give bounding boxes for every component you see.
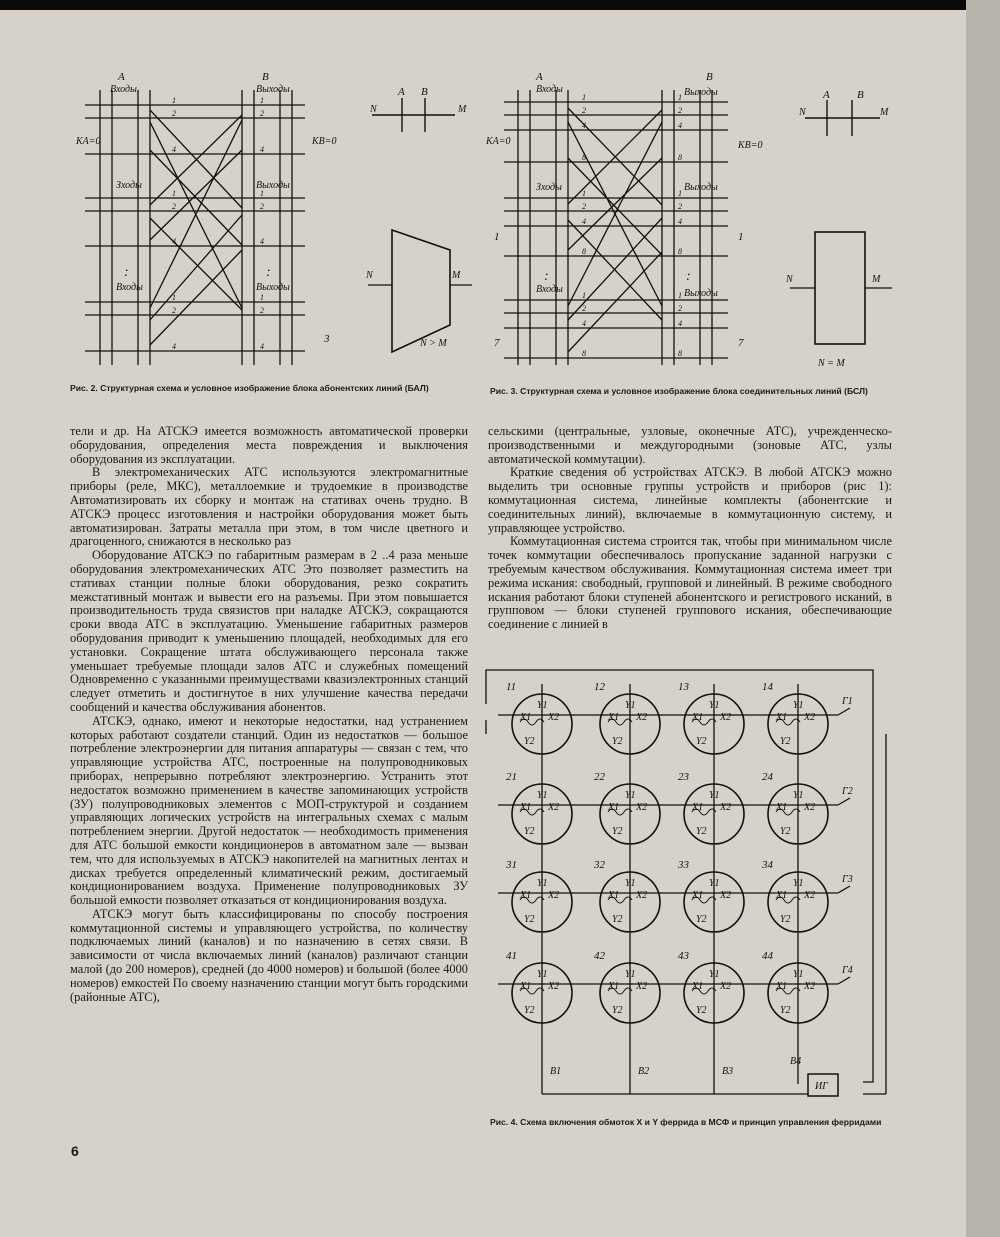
fig2-inputs-bottom: Входы [116, 282, 143, 293]
cell-22-y1: Y1 [625, 790, 636, 801]
fig2-num-4c: 4 [172, 342, 176, 351]
fig2-rnum-2c: 2 [260, 306, 264, 315]
cell-44-x2: X2 [804, 981, 816, 992]
cell-number-24: 24 [762, 771, 773, 783]
fig2-rnum-4c: 4 [260, 342, 264, 351]
fig3-num-2b: 2 [582, 202, 586, 211]
fig3-num-8b: 8 [582, 247, 586, 256]
fig4-b4: В4 [790, 1056, 802, 1067]
fig4-g4: Г4 [842, 965, 853, 976]
fig2-rnum-1a: 1 [260, 96, 264, 105]
cell-12-y1: Y1 [625, 700, 636, 711]
figure-2-diagram [76, 70, 480, 380]
fig2-num-1a: 1 [172, 96, 176, 105]
fig2-num-2c: 2 [172, 306, 176, 315]
fig4-b2: В2 [638, 1066, 650, 1077]
fig3-rnum-4c: 4 [678, 319, 682, 328]
fig3-rnum-1c: 1 [678, 291, 682, 300]
cell-13-y2: Y2 [696, 736, 707, 747]
cell-number-31: 31 [506, 859, 517, 871]
cell-number-12: 12 [594, 681, 605, 693]
fig3-sym-a: А [823, 89, 830, 101]
fig4-cell-group [505, 681, 828, 1023]
fig4-g2: Г2 [842, 786, 853, 797]
fig2-kb: KB=0 [312, 136, 337, 147]
cell-number-21: 21 [506, 771, 517, 783]
fig2-sym-m: M [458, 104, 467, 115]
fig3-kb: KB=0 [738, 140, 763, 151]
cell-32-y2: Y2 [612, 914, 623, 925]
cell-21-y2: Y2 [524, 826, 535, 837]
cell-43-y2: Y2 [696, 1005, 707, 1016]
cell-21-x2: X2 [548, 802, 560, 813]
fig3-inputs-bottom: Входы [536, 284, 563, 295]
cell-number-14: 14 [762, 681, 773, 693]
fig3-num-2a: 2 [582, 106, 586, 115]
fig3-block-7-left: 7 [494, 337, 500, 349]
cell-33-x1: X1 [692, 890, 704, 901]
fig2-dots-right: : [266, 265, 271, 280]
cell-14-x1: X1 [776, 712, 788, 723]
cell-number-41: 41 [506, 950, 517, 962]
fig2-label-a: А [118, 71, 125, 83]
right-paragraph-1: сельскими (центральные, узловые, оконечные АТС), учрежденческо-производственными и междугородными (зоновые АТС, узлы автоматической коммутации). [488, 424, 892, 466]
cell-42-y2: Y2 [612, 1005, 623, 1016]
left-paragraph-3: Оборудование АТСКЭ по габаритным размерам в 2 ..4 раза меньше оборудования электромеханических АТС Это позволяет разместить на стативах станции полные блоки оборудования, резко сократить межстативный монтаж и вывести его на разъемы. При этом повышается производительность труда связистов при наладке АТСКЭ, сокращаются сроки ввода АТС в эксплуатацию. Уменьшение габаритных размеров оборудования приводит к уменьшению площадей, необходимых для его установки. Сокращение штата обслуживающего персонала также уменьшает требуемые площади залов АТС и служебных помещений Одновременно с указанными преимуществами квазиэлектронных станций следует отметить и достигнутое в них улучшение качества передачи сообщений и качества обслуживания абонентов. [70, 548, 468, 714]
cell-33-y2: Y2 [696, 914, 707, 925]
fig3-rect-m: M [872, 274, 881, 285]
cell-44-x1: X1 [776, 981, 788, 992]
fig2-rnum-2b: 2 [260, 202, 264, 211]
fig2-num-2a: 2 [172, 109, 176, 118]
fig3-rnum-4b: 4 [678, 217, 682, 226]
cell-23-y1: Y1 [709, 790, 720, 801]
fig3-sym-b: В [857, 89, 864, 101]
cell-number-32: 32 [594, 859, 605, 871]
cell-24-x2: X2 [804, 802, 816, 813]
cell-33-y1: Y1 [709, 878, 720, 889]
fig3-rnum-4a: 4 [678, 121, 682, 130]
cell-number-33: 33 [678, 859, 689, 871]
fig3-sym-m: M [880, 107, 889, 118]
fig3-outputs-top: Выходы [684, 87, 718, 98]
fig2-ka: KA=0 [76, 136, 101, 147]
fig2-sym-a: А [398, 86, 405, 98]
fig2-rnum-4b: 4 [260, 237, 264, 246]
cell-23-y2: Y2 [696, 826, 707, 837]
fig3-rnum-1b: 1 [678, 189, 682, 198]
cell-32-x2: X2 [636, 890, 648, 901]
fig3-outputs-bottom: Выходы [684, 288, 718, 299]
fig3-num-4a: 4 [582, 121, 586, 130]
fig3-num-2c: 2 [582, 304, 586, 313]
cell-44-y1: Y1 [793, 969, 804, 980]
cell-number-34: 34 [762, 859, 773, 871]
cell-31-y1: Y1 [537, 878, 548, 889]
cell-34-y2: Y2 [780, 914, 791, 925]
fig4-g1: Г1 [842, 696, 853, 707]
cell-31-y2: Y2 [524, 914, 535, 925]
cell-11-x2: X2 [548, 712, 560, 723]
cell-34-x2: X2 [804, 890, 816, 901]
left-paragraph-4: АТСКЭ, однако, имеют и некоторые недостатки, над устранением которых работают создатели станций. Один из недостатков — большое потребление электроэнергии для питания аппаратуры — связан с тем, что управляющие устройства АТС, построенные на полупроводниковых приборах, непрерывно потребляют электроэнергию. Устранить этот недостаток возможно применением в качестве запоминающих устройств (ЗУ) полупроводниковых элементов с МОП-структурой и созданием управляющих логических устройств на интегральных схемах с малым потреблением энергии. Другой недостаток — необходимость применения для АТС большой емкости кондиционеров в автоматном зале — вызван тем, что для используемых в АТСКЭ накопителей на магнитных лентах и дисках требуется определенный климатический режим, достигаемый кондиционированием воздуха. Применение полупроводниковых ЗУ большой емкости позволяет отказаться от кондиционирования воздуха. [70, 713, 468, 908]
fig3-num-8a: 8 [582, 153, 586, 162]
cell-11-y1: Y1 [537, 700, 548, 711]
left-paragraph-1: тели и др. На АТСКЭ имеется возможность автоматической проверки оборудования, определения места повреждения и выключения оборудования из эксплуатации. [70, 424, 468, 466]
cell-23-x1: X1 [692, 802, 704, 813]
cell-23-x2: X2 [720, 802, 732, 813]
fig2-sym-n: N [370, 104, 377, 115]
figure-3-caption: Рис. 3. Структурная схема и условное изображение блока соединительных линий (БСЛ) [490, 386, 868, 396]
cell-14-x2: X2 [804, 712, 816, 723]
fig4-ig: ИГ [815, 1081, 828, 1092]
fig3-num-8c: 8 [582, 349, 586, 358]
fig2-sym-b: В [421, 86, 428, 98]
left-text-column [70, 425, 468, 1004]
cell-33-x2: X2 [720, 890, 732, 901]
figure-4-diagram [478, 664, 898, 1112]
cell-number-13: 13 [678, 681, 689, 693]
cell-43-y1: Y1 [709, 969, 720, 980]
fig2-num-4a: 4 [172, 145, 176, 154]
fig2-inputs-top: Входы [110, 84, 137, 95]
cell-43-x1: X1 [692, 981, 704, 992]
cell-31-x2: X2 [548, 890, 560, 901]
cell-number-23: 23 [678, 771, 689, 783]
fig3-rnum-2a: 2 [678, 106, 682, 115]
fig2-num-2b: 2 [172, 202, 176, 211]
fig3-label-a: А [536, 71, 543, 83]
cell-41-x2: X2 [548, 981, 560, 992]
cell-11-x1: X1 [520, 712, 532, 723]
figure-2-caption: Рис. 2. Структурная схема и условное изображение блока абонентских линий (БАЛ) [70, 383, 429, 393]
fig3-rnum-8a: 8 [678, 153, 682, 162]
scan-top-edge [0, 0, 1000, 10]
cell-number-22: 22 [594, 771, 605, 783]
cell-13-x2: X2 [720, 712, 732, 723]
cell-41-x1: X1 [520, 981, 532, 992]
fig3-num-4c: 4 [582, 319, 586, 328]
fig3-sym-n: N [799, 107, 806, 118]
cell-24-x1: X1 [776, 802, 788, 813]
cell-34-y1: Y1 [793, 878, 804, 889]
cell-11-y2: Y2 [524, 736, 535, 747]
fig2-num-4b: 4 [172, 237, 176, 246]
fig3-num-1c: 1 [582, 291, 586, 300]
fig3-dots-right: : [686, 269, 691, 284]
fig2-outputs-bottom: Выходы [256, 282, 290, 293]
fig3-block-7-right: 7 [738, 337, 744, 349]
fig3-rnum-8c: 8 [678, 349, 682, 358]
fig3-num-1b: 1 [582, 189, 586, 198]
cell-21-x1: X1 [520, 802, 532, 813]
fig2-dots-left: : [124, 265, 129, 280]
cell-44-y2: Y2 [780, 1005, 791, 1016]
figure-4-caption: Рис. 4. Схема включения обмоток X и Y феррида в МСФ и принцип управления ферридами [490, 1117, 882, 1127]
cell-24-y1: Y1 [793, 790, 804, 801]
fig4-g3: Г3 [842, 874, 853, 885]
cell-12-y2: Y2 [612, 736, 623, 747]
fig3-rect-n: N [786, 274, 793, 285]
left-paragraph-5: АТСКЭ могут быть классифицированы по способу построения коммутационной системы и управляющего устройства, по количеству подключаемых линий (каналов) и по назначению в сетях связи. В зависимости от числа включаемых линий (каналов) различают станции малой (до 200 номеров), средней (до 4000 номеров) и большой (более 4000 номеров) емкостей По своему назначению станции могут быть городскими (районные АТС), [70, 906, 468, 1004]
fig2-rnum-1b: 1 [260, 189, 264, 198]
fig3-rnum-2b: 2 [678, 202, 682, 211]
cell-number-42: 42 [594, 950, 605, 962]
fig3-num-4b: 4 [582, 217, 586, 226]
figure-3-diagram [486, 70, 910, 380]
cell-31-x1: X1 [520, 890, 532, 901]
fig2-trap-n: N [366, 270, 373, 281]
fig2-block-num: 3 [324, 333, 330, 345]
fig2-num-1c: 1 [172, 293, 176, 302]
cell-22-x2: X2 [636, 802, 648, 813]
fig3-num-1a: 1 [582, 93, 586, 102]
cell-22-x1: X1 [608, 802, 620, 813]
fig2-outputs-top: Выходы [256, 84, 290, 95]
fig3-label-b: В [706, 71, 713, 83]
fig3-inputs-mid: Зходы [536, 182, 562, 193]
scan-right-edge [966, 0, 1000, 1237]
cell-43-x2: X2 [720, 981, 732, 992]
fig3-ka: KA=0 [486, 136, 511, 147]
cell-14-y2: Y2 [780, 736, 791, 747]
cell-32-y1: Y1 [625, 878, 636, 889]
cell-13-y1: Y1 [709, 700, 720, 711]
cell-12-x2: X2 [636, 712, 648, 723]
right-paragraph-3: Коммутационная система строится так, чтобы при минимальном числе точек коммутации обеспечивалось пропускание заданной нагрузки с требуемым качеством обслуживания. Коммутационная система имеет три режима искания: свободный, групповой и линейный. В режиме свободного искания работают блоки ступеней абонентского и регистрового исканий, в групповом — блоки ступеней группового искания, обеспечивающие соединение с линией в [488, 534, 892, 632]
cell-42-y1: Y1 [625, 969, 636, 980]
fig4-b3: В3 [722, 1066, 734, 1077]
cell-22-y2: Y2 [612, 826, 623, 837]
cell-41-y2: Y2 [524, 1005, 535, 1016]
fig2-inputs-mid: Зходы [116, 180, 142, 191]
cell-42-x2: X2 [636, 981, 648, 992]
fig3-outputs-mid: Выходы [684, 182, 718, 193]
fig3-relation: N = M [818, 358, 845, 369]
cell-number-44: 44 [762, 950, 773, 962]
fig3-rnum-1a: 1 [678, 93, 682, 102]
cell-13-x1: X1 [692, 712, 704, 723]
fig4-b1: В1 [550, 1066, 562, 1077]
cell-34-x1: X1 [776, 890, 788, 901]
right-paragraph-2: Краткие сведения об устройствах АТСКЭ. В любой АТСКЭ можно выделить три основные группы устройств и приборов (рис 1): коммутационная система, линейные комплекты (абонентские и соединительных линий), включаемые в коммутационную систему, и управляющее устройство. [488, 465, 892, 535]
left-paragraph-2: В электромеханических АТС используются электромагнитные приборы (реле, МКС), металлоемкие и трудоемкие в производстве Автоматизировать их сборку и монтаж на стативах очень трудно. В АТСКЭ процесс изготовления и настройки оборудования может быть автоматизирован. Затраты металла при этом, в том числе цветного и драгоценного, снижаются в несколько раз [70, 465, 468, 549]
fig2-label-b: В [262, 71, 269, 83]
cell-number-43: 43 [678, 950, 689, 962]
fig2-trap-m: M [452, 270, 461, 281]
cell-number-11: 11 [506, 681, 517, 693]
cell-32-x1: X1 [608, 890, 620, 901]
cell-42-x1: X1 [608, 981, 620, 992]
fig3-rnum-8b: 8 [678, 247, 682, 256]
fig3-block-1-right: 1 [738, 231, 744, 243]
fig2-relation: N > M [420, 338, 447, 349]
cell-21-y1: Y1 [537, 790, 548, 801]
fig3-inputs-top: Входы [536, 84, 563, 95]
fig2-rnum-2a: 2 [260, 109, 264, 118]
fig2-rnum-4a: 4 [260, 145, 264, 154]
fig3-block-1-left: 1 [494, 231, 500, 243]
fig2-num-1b: 1 [172, 189, 176, 198]
fig3-dots-left: : [544, 269, 549, 284]
cell-12-x1: X1 [608, 712, 620, 723]
fig2-rnum-1c: 1 [260, 293, 264, 302]
cell-24-y2: Y2 [780, 826, 791, 837]
page-number: 6 [71, 1143, 79, 1159]
fig3-rnum-2c: 2 [678, 304, 682, 313]
right-text-column [488, 425, 892, 632]
fig2-outputs-mid: Выходы [256, 180, 290, 191]
cell-14-y1: Y1 [793, 700, 804, 711]
cell-41-y1: Y1 [537, 969, 548, 980]
